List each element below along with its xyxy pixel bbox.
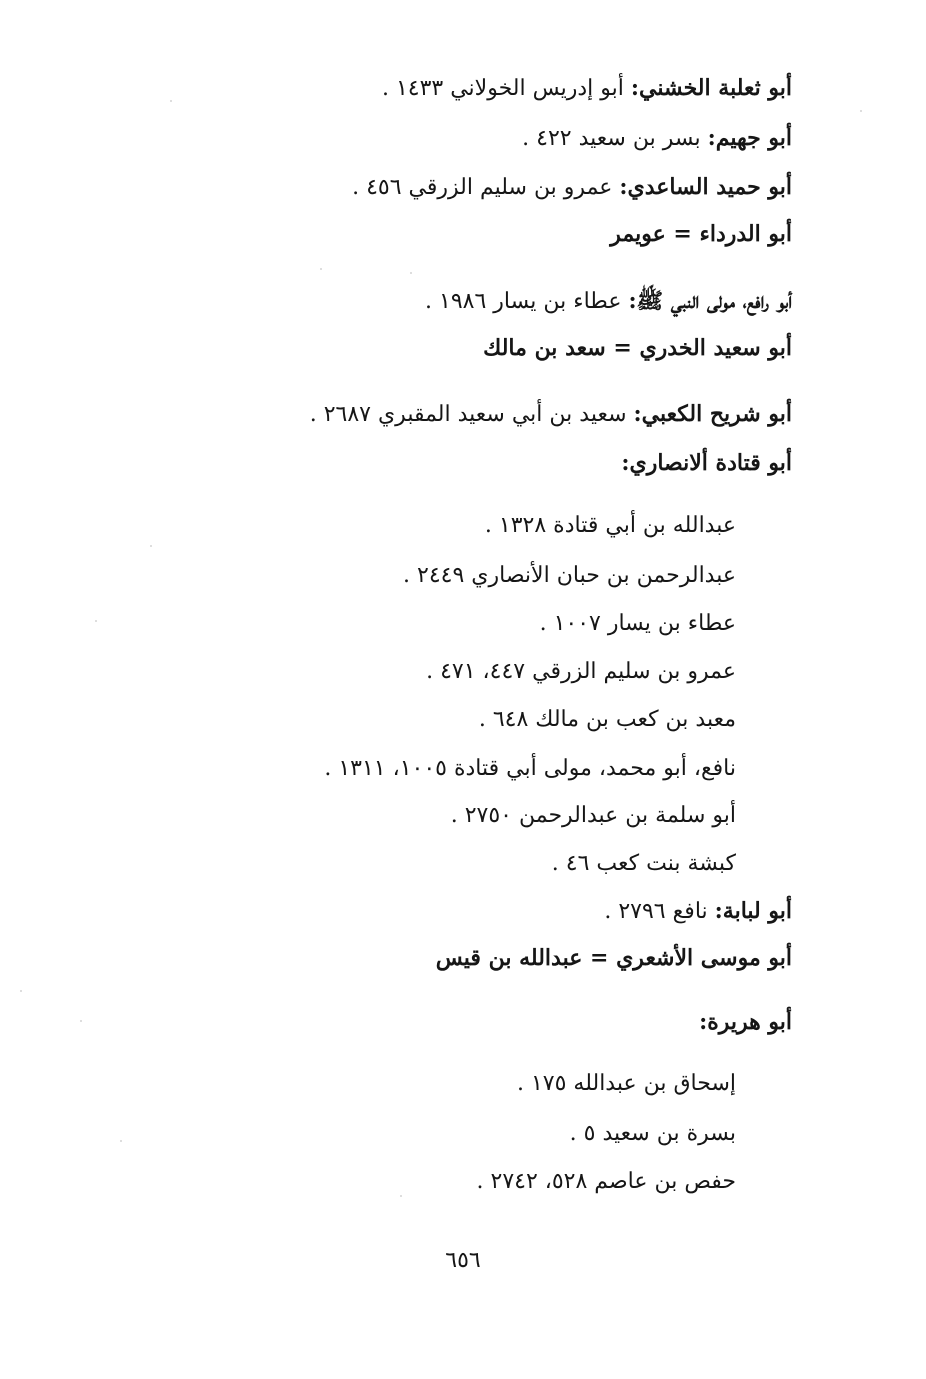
entry-abu-said bbox=[483, 332, 792, 365]
entry-abu-lubaba bbox=[604, 895, 792, 928]
entry-heading: أبو سعيد الخدري = سعد بن مالك bbox=[483, 335, 792, 361]
entry-abu-thalaba bbox=[382, 72, 792, 105]
scan-speck bbox=[150, 545, 152, 547]
entry-text: كبشة بنت كعب ٤٦ . bbox=[551, 851, 736, 876]
sub-entry bbox=[485, 510, 736, 542]
entry-heading: أبو قتادة ألانصاري: bbox=[621, 450, 792, 476]
sub-entry bbox=[477, 1166, 737, 1198]
sub-entry bbox=[570, 1118, 736, 1150]
entry-abu-qatada bbox=[621, 447, 792, 480]
scan-speck bbox=[20, 990, 22, 992]
entry-text: عمرو بن سليم الزرقي ٤٤٧، ٤٧١ . bbox=[426, 659, 736, 684]
entry-heading: أبو هريرة: bbox=[699, 1009, 792, 1035]
entry-text: عبدالرحمن بن حبان الأنصاري ٢٤٤٩ . bbox=[403, 563, 736, 588]
sub-entry bbox=[426, 656, 736, 688]
entry-text: عطاء بن يسار ١٩٨٦ . bbox=[425, 289, 629, 314]
sub-entry bbox=[451, 800, 736, 832]
scan-speck bbox=[400, 1195, 402, 1197]
entry-abu-musa bbox=[436, 942, 792, 975]
entry-heading: أبو شريح الكعبي: bbox=[633, 401, 792, 427]
scan-speck bbox=[320, 268, 322, 270]
entry-heading: أبو رافع، مولى النبي ﷺ: bbox=[628, 288, 792, 314]
entry-text: سعيد بن أبي سعيد المقبري ٢٦٨٧ . bbox=[309, 402, 634, 427]
scan-speck bbox=[80, 1020, 82, 1022]
entry-abu-al-darda bbox=[610, 218, 792, 251]
entry-abu-shurayh bbox=[310, 398, 792, 431]
scan-speck bbox=[120, 1140, 122, 1142]
entry-text: نافع ٢٧٩٦ . bbox=[604, 899, 715, 924]
entry-heading: أبو موسى الأشعري = عبدالله بن قيس bbox=[435, 945, 792, 971]
entry-text: بسر بن سعيد ٤٢٢ . bbox=[522, 126, 708, 151]
entry-text: أبو إدريس الخولاني ١٤٣٣ . bbox=[381, 76, 631, 101]
entry-text: عبدالله بن أبي قتادة ١٣٢٨ . bbox=[484, 513, 736, 538]
scan-speck bbox=[95, 620, 97, 622]
entry-text: بسرة بن سعيد ٥ . bbox=[569, 1121, 736, 1146]
entry-abu-humayd bbox=[352, 171, 792, 204]
sub-entry bbox=[479, 704, 736, 736]
scan-speck bbox=[170, 100, 172, 102]
sub-entry bbox=[324, 753, 736, 785]
entry-heading: أبو حميد الساعدي: bbox=[619, 174, 792, 200]
scan-speck bbox=[860, 110, 862, 112]
entry-text: حفص بن عاصم ٥٢٨، ٢٧٤٢ . bbox=[476, 1169, 736, 1194]
entry-abu-rafi bbox=[425, 285, 792, 318]
sub-entry bbox=[403, 560, 736, 592]
entry-text: إسحاق بن عبدالله ١٧٥ . bbox=[516, 1071, 736, 1096]
entry-heading: أبو ثعلبة الخشني: bbox=[630, 75, 792, 101]
scan-speck bbox=[410, 272, 412, 274]
entry-heading: أبو لبابة: bbox=[714, 898, 792, 924]
sub-entry bbox=[552, 848, 736, 880]
entry-text: أبو سلمة بن عبدالرحمن ٢٧٥٠ . bbox=[450, 803, 736, 828]
page-number: ٦٥٦ bbox=[445, 1248, 481, 1273]
entry-heading: أبو الدرداء = عويمر bbox=[610, 221, 792, 247]
entry-text: معبد بن كعب بن مالك ٦٤٨ . bbox=[478, 707, 736, 732]
entry-abu-hurayra bbox=[699, 1006, 792, 1039]
sub-entry bbox=[517, 1068, 736, 1100]
entry-abu-juhaym bbox=[522, 122, 792, 155]
entry-text: عطاء بن يسار ١٠٠٧ . bbox=[539, 611, 736, 636]
entry-text: نافع، أبو محمد، مولى أبي قتادة ١٠٠٥، ١٣١١ . bbox=[324, 756, 736, 781]
sub-entry bbox=[540, 608, 736, 640]
entry-heading: أبو جهيم: bbox=[707, 125, 792, 151]
entry-text: عمرو بن سليم الزرقي ٤٥٦ . bbox=[352, 175, 620, 200]
